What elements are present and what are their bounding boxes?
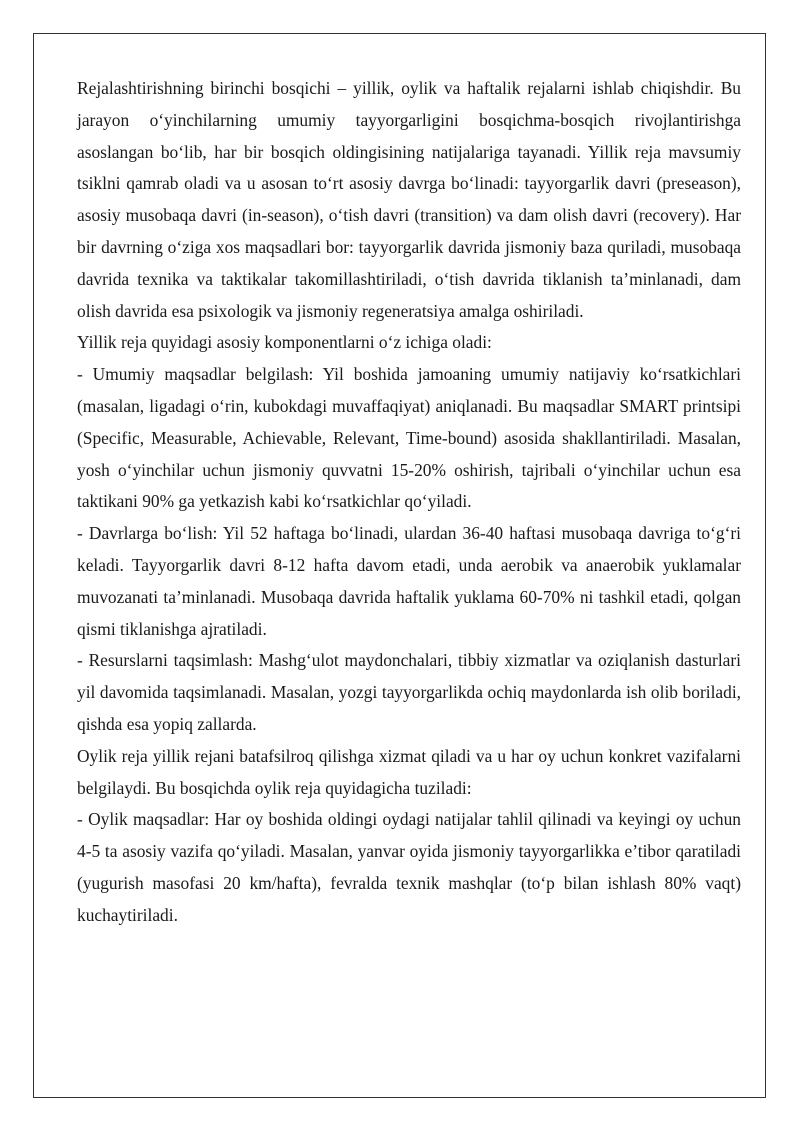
paragraph-annual-planning-intro: Rejalashtirishning birinchi bosqichi – yillik, oylik va haftalik rejalarni ishlab chiqishdir. Bu jarayon o‘yinchilarning umumiy tayyorgarligini bosqichma-bosqich rivojlantirishga asoslangan bo‘lib, har bir bosqich oldingisining natijalariga tayanadi. Yillik reja mavsumiy tsiklni qamrab oladi va u asosan to‘rt asosiy davrga bo‘linadi: tayyorgarlik davri (preseason), asosiy musobaqa davri (in-season), o‘tish davri (transition) va dam olish davri (recovery). Har bir davrning o‘ziga xos maqsadlari bor: tayyorgarlik davrida jismoniy baza quriladi, musobaqa davrida texnika va taktikalar takomillashtiriladi, o‘tish davrida tiklanish ta’minlanadi, dam olish davrida esa psixologik va jismoniy regeneratsiya amalga oshiriladi. xyxy=(77,78,741,321)
paragraph-periodization: - Davrlarga bo‘lish: Yil 52 haftaga bo‘linadi, ulardan 36-40 haftasi musobaqa davriga to‘g‘ri keladi. Tayyorgarlik davri 8-12 hafta davom etadi, unda aerobik va anaerobik yuklamalar muvozanati ta’minlanadi. Musobaqa davrida haftalik yuklama 60-70% ni tashkil etadi, qolgan qismi tiklanishga ajratiladi. xyxy=(77,523,741,639)
paragraph-annual-components-heading: Yillik reja quyidagi asosiy komponentlarni o‘z ichiga oladi: xyxy=(77,332,492,353)
document-body xyxy=(77,73,741,932)
paragraph-resource-allocation: - Resurslarni taqsimlash: Mashg‘ulot maydonchalari, tibbiy xizmatlar va oziqlanish dasturlari yil davomida taqsimlanadi. Masalan, yozgi tayyorgarlikda ochiq maydonlarda ish olib boriladi, qishda esa yopiq zallarda. xyxy=(77,650,741,734)
paragraph-monthly-plan-intro: Oylik reja yillik rejani batafsilroq qilishga xizmat qiladi va u har oy uchun konkret vazifalarni belgilaydi. Bu bosqichda oylik reja quyidagicha tuziladi: xyxy=(77,745,741,798)
paragraph-general-goals: - Umumiy maqsadlar belgilash: Yil boshida jamoaning umumiy natijaviy ko‘rsatkichlari (masalan, ligadagi o‘rin, kubokdagi muvaffaqiyat) aniqlanadi. Bu maqsadlar SMART printsipi (Specific, Measurable, Achievable, Relevant, Time-bound) asosida shakllantiriladi. Masalan, yosh o‘yinchilar uchun jismoniy quvvatni 15-20% oshirish, tajribali o‘yinchilar uchun esa taktikani 90% ga yetkazish kabi ko‘rsatkichlar qo‘yiladi. xyxy=(77,364,741,512)
paragraph-monthly-goals: - Oylik maqsadlar: Har oy boshida oldingi oydagi natijalar tahlil qilinadi va keyingi oy uchun 4-5 ta asosiy vazifa qo‘yiladi. Masalan, yanvar oyida jismoniy tayyorgarlikka e’tibor qaratiladi (yugurish masofasi 20 km/hafta), fevralda texnik mashqlar (to‘p bilan ishlash 80% vaqt) kuchaytiriladi. xyxy=(77,809,741,925)
